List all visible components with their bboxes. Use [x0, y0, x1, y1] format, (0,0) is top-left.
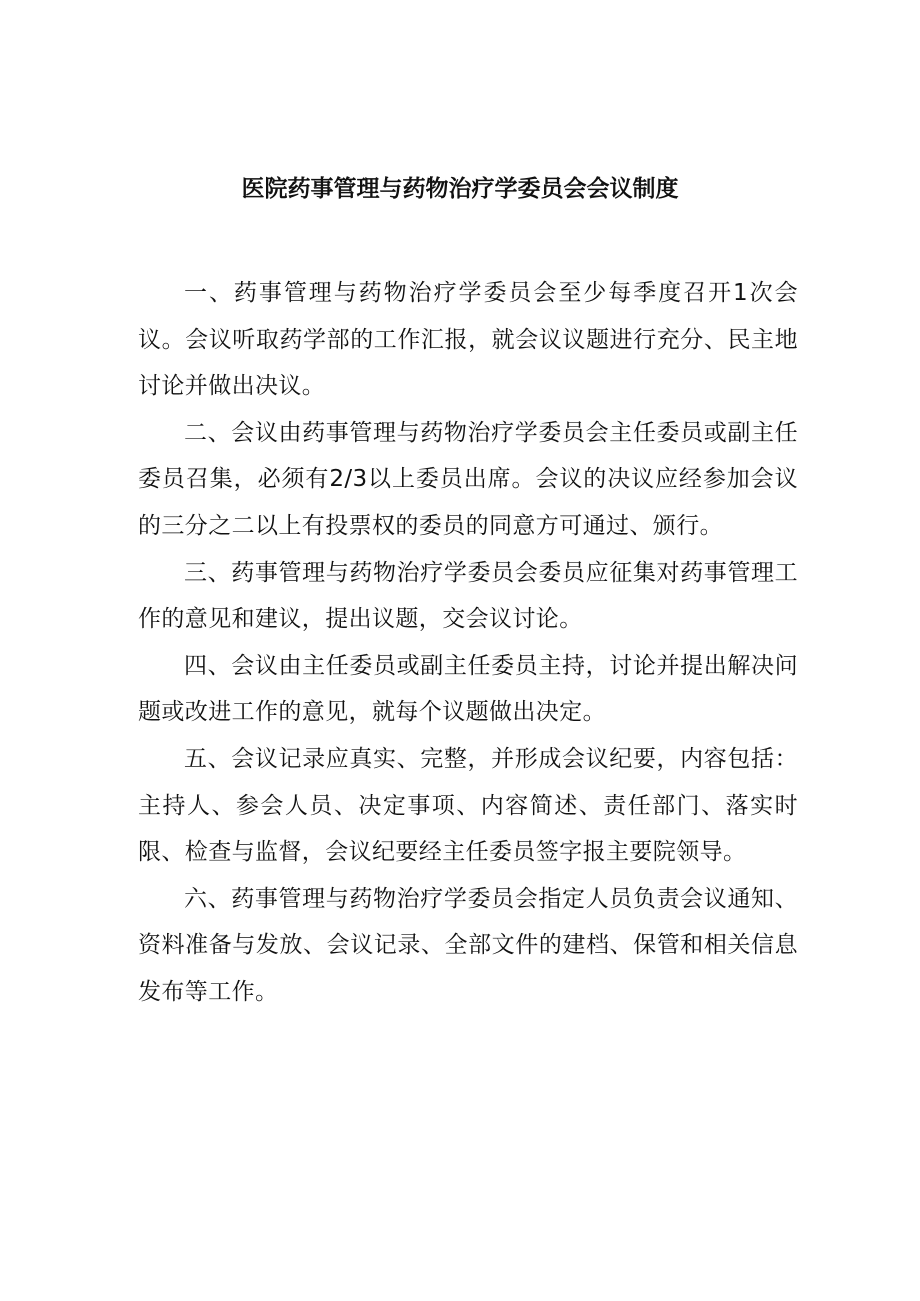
- paragraph-5: 五、会议记录应真实、完整，并形成会议纪要，内容包括：主持人、参会人员、决定事项、内容简述、责任部门、落实时限、检查与监督，会议纪要经主任委员签字报主要院领导。: [138, 745, 798, 866]
- paragraph-6: 六、药事管理与药物治疗学委员会指定人员负责会议通知、资料准备与发放、会议记录、全部文件的建档、保管和相关信息发布等工作。: [138, 885, 798, 1005]
- document-body: [138, 270, 798, 1016]
- paragraph-3: 三、药事管理与药物治疗学委员会委员应征集对药事管理工作的意见和建议，提出议题，交会议讨论。: [138, 559, 798, 633]
- paragraph-4: 四、会议由主任委员或副主任委员主持，讨论并提出解决问题或改进工作的意见，就每个议题做出决定。: [138, 652, 798, 726]
- paragraph-2: 二、会议由药事管理与药物治疗学委员会主任委员或副主任委员召集，必须有2/3以上委员出席。会议的决议应经参加会议的三分之二以上有投票权的委员的同意方可通过、颁行。: [138, 419, 798, 539]
- paragraph-1: 一、药事管理与药物治疗学委员会至少每季度召开1次会议。会议听取药学部的工作汇报，就会议议题进行充分、民主地讨论并做出决议。: [138, 280, 798, 400]
- document-title: 医院药事管理与药物治疗学委员会会议制度: [241, 176, 679, 202]
